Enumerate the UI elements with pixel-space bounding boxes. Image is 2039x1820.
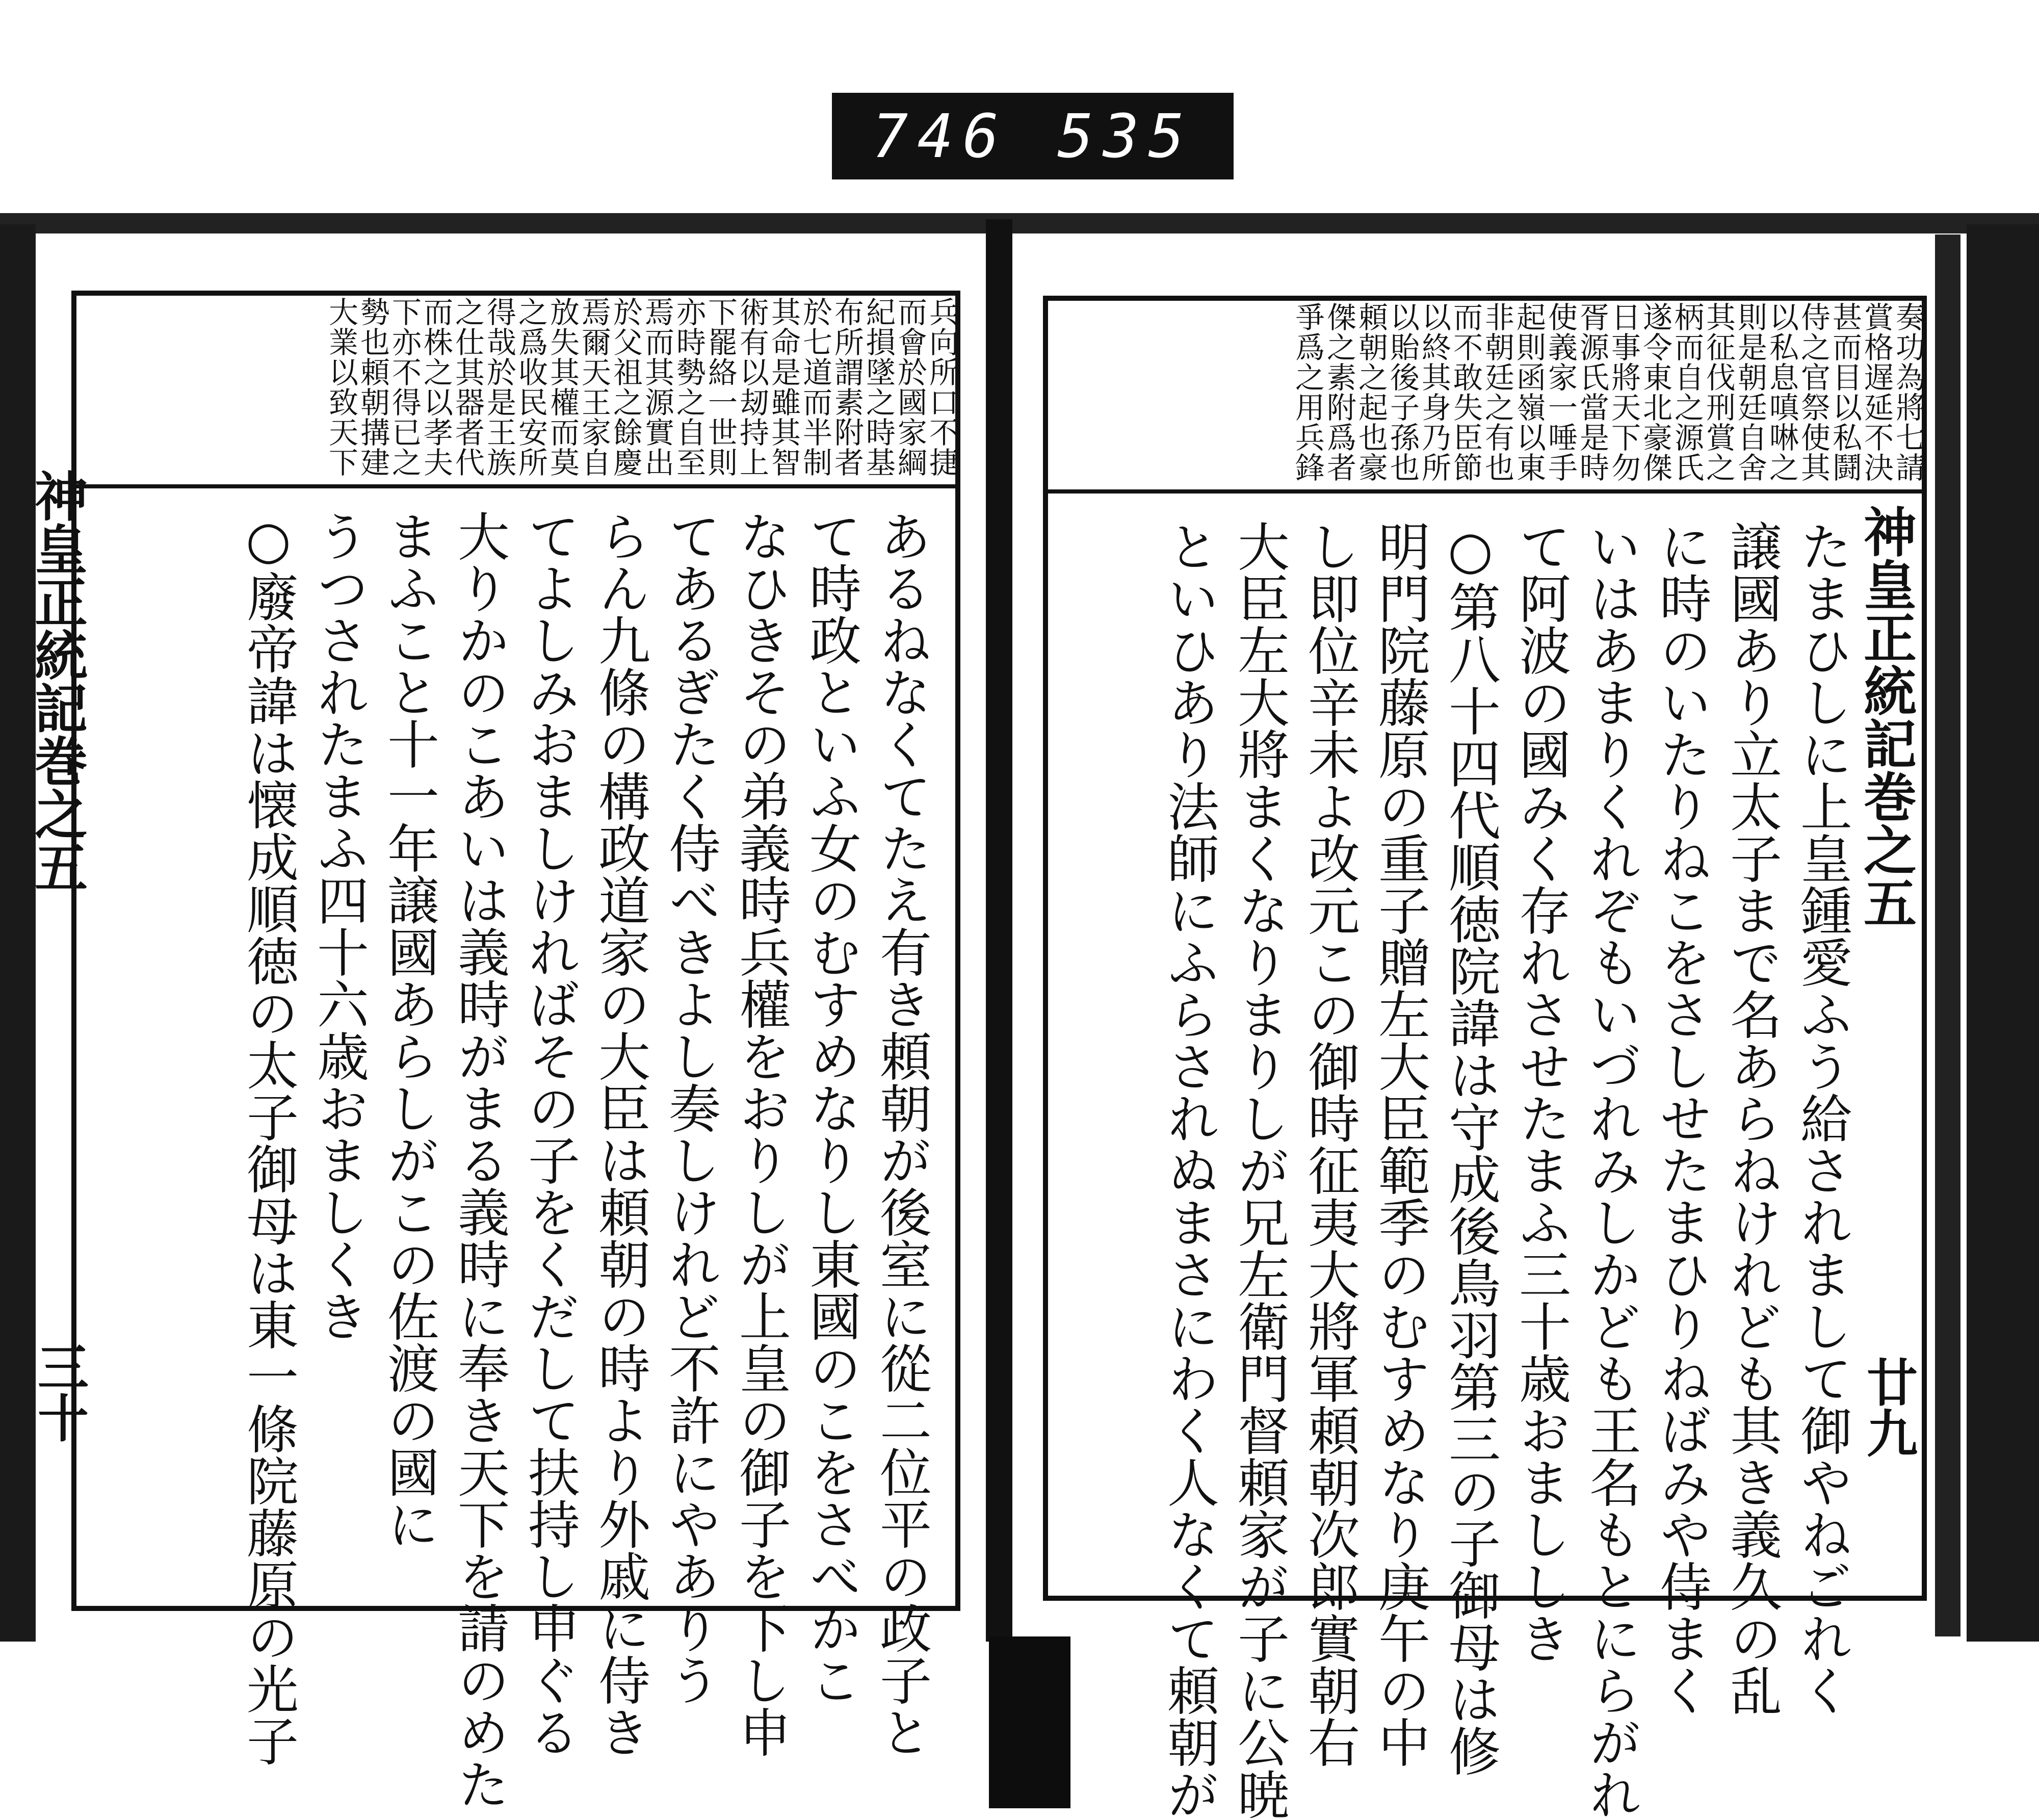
header-column: 之爲收民安所	[513, 297, 548, 477]
right-header-commentary	[1050, 302, 1924, 490]
text-column: うつされたまふ四十六歳おましくき	[308, 510, 369, 1342]
text-column: し即位辛未よ改元この御時征夷大將軍頼朝次郎實朝右	[1299, 520, 1360, 1768]
left-page	[25, 235, 986, 1810]
text-column: なひきその弟義時兵權をおりしが上皇の御子を下し申	[730, 510, 791, 1758]
header-column: 奏功為將七請	[1891, 302, 1925, 482]
header-column: 之仕其器者代	[450, 297, 485, 477]
header-column: 而不敢失臣節	[1448, 302, 1483, 482]
header-column: 而株之以孝夫	[419, 297, 453, 477]
book-top-edge	[0, 213, 2039, 233]
page-number: 三十	[29, 1341, 89, 1443]
right-page-edge-shadow	[1935, 235, 1960, 1636]
header-column: 於父祖之餘慶	[608, 297, 643, 477]
header-column: 其命是雖其智	[766, 297, 801, 477]
text-column: 大臣左大將まくなりまりしが兄左衛門督頼家が子に公暁	[1229, 520, 1290, 1820]
text-column: てあるぎたく侍べきよし奏しけれど不許にやありう	[660, 510, 721, 1706]
book-spine	[986, 219, 1012, 1642]
text-column: ○第八十四代順徳院諱は守成後鳥羽第三の子御母は修	[1440, 520, 1501, 1777]
header-column: 大業以致天下	[324, 297, 358, 477]
header-column: 得哉於是王族	[482, 297, 516, 477]
text-column: て時政といふ女のむすめなりし東國のこをさべかこ	[801, 510, 861, 1706]
header-column: 使義家一唾手	[1543, 302, 1578, 482]
header-column: 焉而其源實出	[640, 297, 674, 477]
running-title: 神皇正統記巻之五	[25, 469, 88, 893]
header-column: 以私息嗔啉之	[1764, 302, 1799, 482]
left-header-rule	[76, 484, 960, 488]
text-column: て阿波の國みく存れさせたまふ三十歳おまししき	[1510, 520, 1571, 1664]
header-column: 賞格遅延不決	[1859, 302, 1894, 482]
accession-label	[832, 93, 1234, 179]
text-column: あるねなくてたえ有き頼朝が後室に從二位平の政子と	[871, 510, 932, 1758]
text-column: 譲國あり立太子まで名あらねけれども其き義久の乱	[1721, 520, 1782, 1716]
text-column: てよしみおましければその子をくだして扶持し申ぐる	[519, 510, 580, 1758]
right-header-rule	[1048, 489, 1927, 493]
header-column: 其征伐刑賞之	[1701, 302, 1736, 482]
text-column: 大りかのこあいは義時がまる義時に奉き天下を請のめた	[449, 510, 510, 1810]
right-cover-edge	[1967, 224, 2039, 1642]
header-column: 勢也頼朝搆建	[355, 297, 390, 477]
text-column: らん九條の構政道家の大臣は頼朝の時より外戚に侍き	[590, 510, 650, 1758]
text-column: に時のいたりねこをさしせたまひりねばみや侍まく	[1651, 520, 1712, 1716]
header-column: 起則函嶺以東	[1511, 302, 1546, 482]
header-column: 侍之官祭使其	[1796, 302, 1831, 482]
header-column: 放失其權而莫	[545, 297, 580, 477]
accession-number-right: 535	[1057, 101, 1194, 171]
header-column: 於七道而半制	[798, 297, 832, 477]
header-column: 布所謂素附者	[829, 297, 864, 477]
left-header-commentary	[79, 297, 957, 485]
accession-number-left: 746	[872, 101, 1008, 171]
header-column: 頼朝之起也豪	[1353, 302, 1388, 482]
header-column: 爭爲之用兵鋒	[1290, 302, 1325, 482]
text-column: 明門院藤原の重子贈左大臣範季のむすめなり庚午の中	[1370, 520, 1430, 1768]
header-column: 兵向所口不捷	[924, 297, 959, 477]
header-column: 而會於國家綱	[893, 297, 927, 477]
header-column: 日事將天下勿	[1606, 302, 1641, 482]
text-column: ○廢帝諱は懐成順徳の太子御母は東一條院藤原の光子	[238, 510, 299, 1766]
header-column: 術有以刼持上	[735, 297, 769, 477]
spine-lower-shadow	[989, 1636, 1070, 1808]
header-column: 下亦不得已之	[387, 297, 422, 477]
header-column: 以貽後子孫也	[1385, 302, 1420, 482]
header-column: 紀損墜之時基	[861, 297, 896, 477]
header-column: 甚而目以私鬪	[1827, 302, 1862, 482]
header-column: 遂令東北豪傑	[1638, 302, 1672, 482]
text-column: たまひしに上皇鍾愛ふう給されまして御やねごれく	[1792, 520, 1852, 1716]
header-column: 非朝廷之有也	[1480, 302, 1514, 482]
running-title: 神皇正統記巻之五	[1854, 505, 1917, 929]
header-column: 傑之素附爲者	[1322, 302, 1356, 482]
text-column: といひあり法師にふらされぬまさにわく人なくて頼朝が	[1159, 520, 1219, 1820]
header-column: 焉爾天王家自	[577, 297, 611, 477]
header-column: 柄而自之源氏	[1669, 302, 1704, 482]
text-column: いはあまりくれぞもいづれみしかども王名もとにらがれ	[1581, 520, 1641, 1820]
header-column: 則是朝廷自舍	[1733, 302, 1767, 482]
page-number: 廿九	[1858, 1356, 1918, 1458]
header-column: 下罷絡一世則	[703, 297, 738, 477]
header-column: 以終其身乃所	[1417, 302, 1451, 482]
header-column: 胥源氏當是時	[1575, 302, 1609, 482]
text-column: まふこと十一年譲國あらしがこの佐渡の國に	[379, 510, 439, 1550]
right-page	[1012, 235, 1967, 1820]
header-column: 亦時勢之自至	[671, 297, 706, 477]
